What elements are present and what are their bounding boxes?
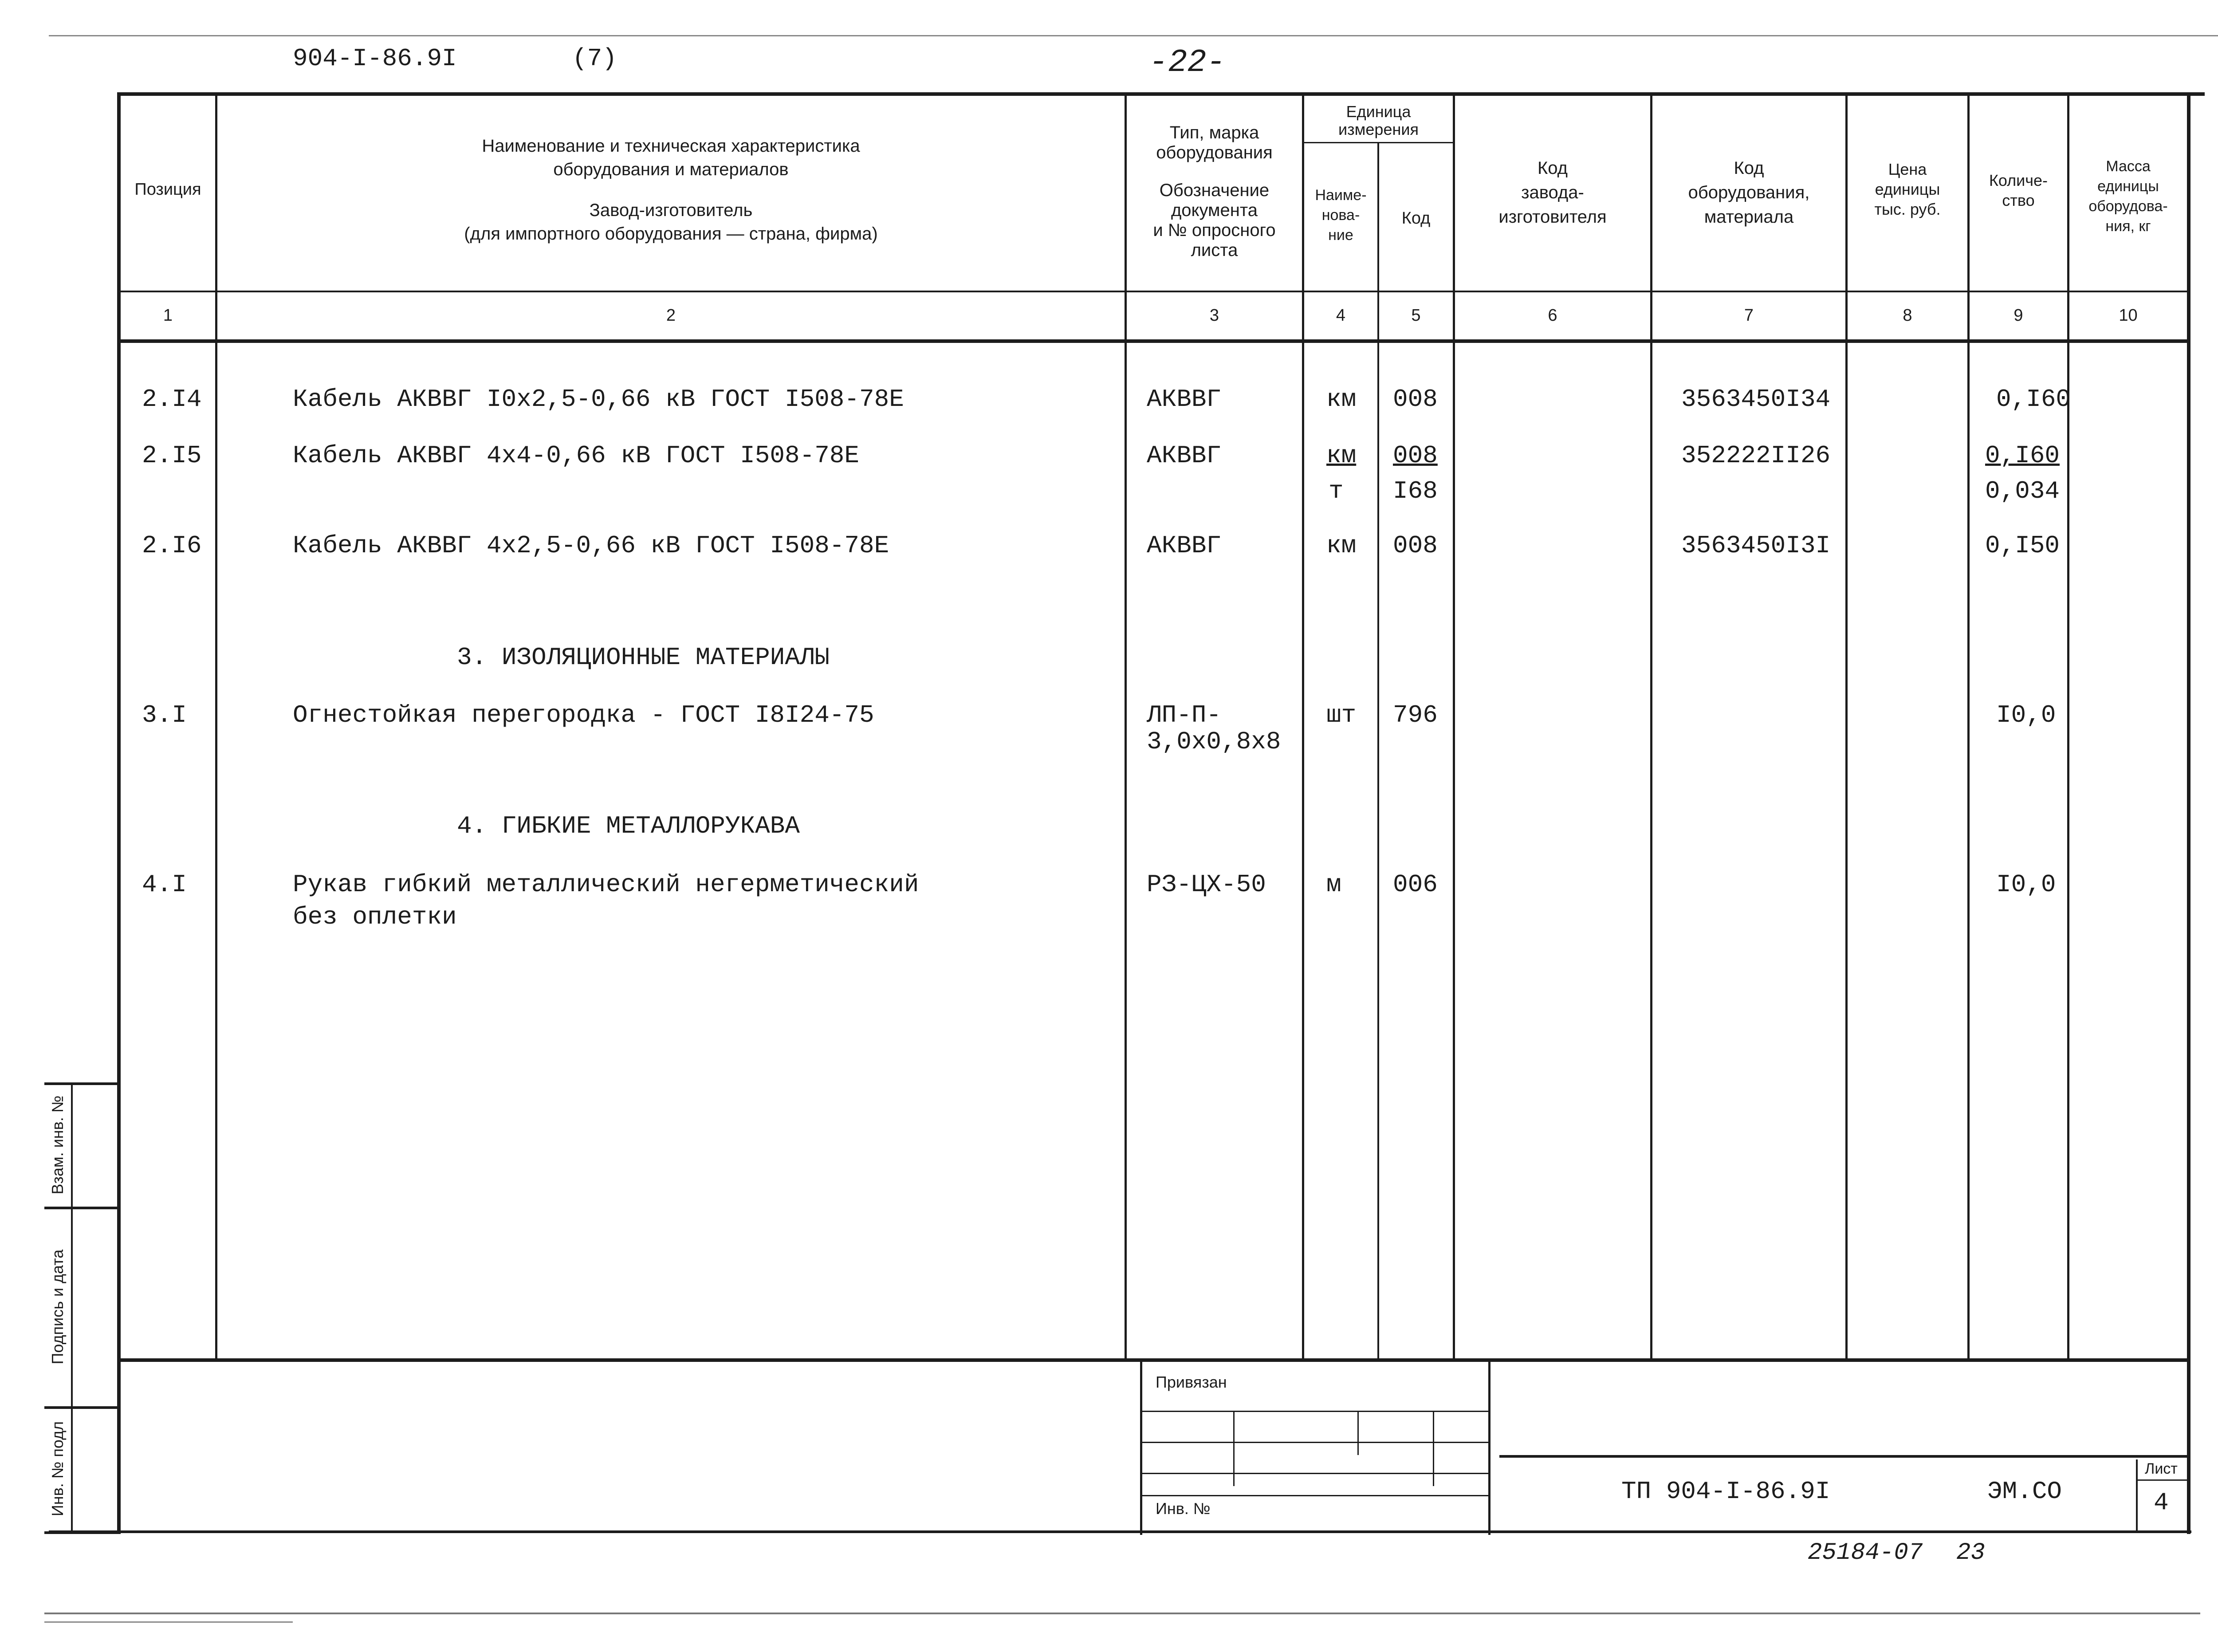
row-name: Рукав гибкий металлический негерметический [293,870,919,899]
row-type: ЛП-П- [1147,701,1222,729]
row-qty: 0,I50 [1985,531,2060,560]
column-number: 1 [163,306,173,325]
stamp-div-2 [1357,1411,1359,1455]
row-equip-code: 3563450I34 [1681,385,1831,413]
header-mass-line4: ния, кг [2105,218,2151,235]
row-qty: 0,I60 [1985,441,2060,470]
column-number: 6 [1548,306,1557,325]
sheet-box-left [2136,1459,2138,1530]
row-unit: км [1326,385,1357,413]
bottom-rule-2 [44,1621,293,1623]
stamp-rule-2 [1142,1442,1488,1443]
header-unit-name-line2: нова- [1321,207,1360,224]
col-line-2 [1125,94,1127,1361]
col-line-5 [1453,94,1455,1361]
sidebar-bottom [44,1531,120,1534]
header-mass-line1: Масса [2106,158,2151,175]
stamp-left [1140,1362,1142,1535]
header-name-line2: оборудования и материалов [553,160,789,179]
header-mass-line3: оборудова- [2088,198,2168,215]
row-type: АКВВГ [1147,531,1222,560]
row-position: 4.I [142,870,187,899]
header-type-line3: Обозначение [1159,181,1270,200]
archive-page: 23 [1956,1539,1985,1566]
frame-right [2187,92,2190,1534]
footer-top-rule [121,1358,2188,1362]
col-line-6 [1650,94,1652,1361]
row-qty-secondary: 0,034 [1985,477,2060,505]
bottom-rule [44,1613,2200,1614]
row-name: Огнестойкая перегородка - ГОСТ I8I24-75 [293,701,874,729]
row-equip-code: 3563450I3I [1681,531,1831,560]
header-type-line2: оборудования [1156,143,1273,162]
header-qty-line1: Количе- [1989,171,2048,189]
header-type-line1: Тип, марка [1169,123,1259,142]
col-line-3 [1302,94,1304,1361]
header-qty-line2: ство [2002,191,2035,209]
header-equip-code-line3: материала [1704,207,1794,227]
header-type-line5: и № опросного [1153,220,1276,240]
header-position: Позиция [134,180,201,199]
row-unit-secondary: т [1329,477,1344,505]
header-mass-line2: единицы [2097,178,2159,195]
column-number: 5 [1411,306,1421,325]
col-line-7 [1845,94,1848,1361]
stamp-rule-1 [1142,1411,1488,1412]
row-qty: I0,0 [1996,870,2056,899]
frame-left [117,92,121,1534]
header-name-line1: Наименование и техническая характеристика [482,136,860,156]
column-number: 8 [1903,306,1912,325]
col-line-8 [1967,94,1970,1361]
row-name: Кабель АКВВГ I0х2,5-0,66 кВ ГОСТ I508-78Е [293,385,904,413]
row-unit-code: 796 [1393,701,1438,729]
header-price-line1: Цена [1888,160,1927,178]
header-unit-line2: измерения [1338,120,1419,138]
header-price-line2: единицы [1875,180,1940,198]
header-plant-code-line1: Код [1537,158,1568,178]
stamp-div-3 [1433,1411,1434,1486]
header-unit-name-line3: ние [1328,227,1353,244]
stamp-div-1 [1233,1411,1235,1486]
header-price-line3: тыс. руб. [1874,200,1941,218]
header-name-line4: (для импортного оборудования — страна, фирма) [464,224,878,244]
sidebar-inv-original: Инв. № подл [48,1421,67,1517]
col-line-1 [215,94,217,1361]
col-line-9 [2067,94,2069,1361]
row-position: 2.I5 [142,441,202,470]
header-name-line3: Завод-изготовитель [589,201,753,220]
row-name: Кабель АКВВГ 4х2,5-0,66 кВ ГОСТ I508-78Е [293,531,889,560]
row-unit-code: 008 [1393,531,1438,560]
row-unit-code: 008 [1393,441,1438,470]
document-number: 904-I-86.9I [293,44,457,73]
header-unit-name-line1: Наиме- [1315,187,1367,204]
doc-code: ТП 904-I-86.9I [1621,1477,1830,1506]
stamp-rule-4 [1142,1495,1488,1496]
sidebar-replace-inv: Взам. инв. № [48,1095,67,1195]
document-part: (7) [572,44,617,73]
frame-bottom [49,1530,2191,1533]
row-name: Кабель АКВВГ 4х4-0,66 кВ ГОСТ I508-78Е [293,441,860,470]
header-bottom [121,339,2188,343]
row-qty: I0,0 [1996,701,2056,729]
header-num-top [121,291,2188,292]
row-unit-code-secondary: I68 [1393,477,1438,505]
frame-top [120,92,2205,96]
row-unit-code: 006 [1393,870,1438,899]
column-number: 3 [1209,306,1219,325]
column-number: 9 [2014,306,2023,325]
row-unit: м [1326,870,1341,899]
sheet-label: Лист [2145,1460,2178,1477]
row-unit: км [1326,531,1357,560]
column-number: 7 [1744,306,1754,325]
row-unit-code: 008 [1393,385,1438,413]
row-type: АКВВГ [1147,385,1222,413]
row-type-secondary: 3,0х0,8х8 [1147,728,1281,756]
header-equip-code-line2: оборудования, [1688,183,1810,202]
sidebar-signature-date: Подпись и дата [48,1249,67,1365]
row-type: РЗ-ЦХ-50 [1147,870,1266,899]
top-rule [49,35,2218,36]
header-type-line4: документа [1171,201,1258,220]
row-unit: шт [1326,701,1357,729]
sheet-box-rule [2136,1479,2189,1481]
stamp-rule-3 [1142,1473,1488,1474]
header-plant-code-line2: завода- [1521,183,1584,202]
row-position: 3.I [142,701,187,729]
sheet-number: 4 [2154,1488,2169,1517]
row-position: 2.I4 [142,385,202,413]
row-equip-code: 352222II26 [1681,441,1831,470]
section-heading: 4. ГИБКИЕ МЕТАЛЛОРУКАВА [457,812,800,840]
sidebar-divider [71,1082,73,1533]
stamp-right [1488,1362,1490,1535]
archive-number: 25184-07 [1808,1539,1923,1566]
doc-mark: ЭМ.СО [1987,1477,2062,1506]
header-unit-code: Код [1401,209,1431,228]
column-number: 2 [666,306,676,325]
header-equip-code-line1: Код [1734,158,1764,178]
unit-group-rule [1304,142,1453,143]
page-number: -22- [1149,44,1226,81]
header-plant-code-line3: изготовителя [1498,207,1607,227]
row-name-secondary: без оплетки [293,903,457,931]
row-qty: 0,I60 [1996,385,2071,413]
header-type-line6: листа [1191,240,1238,260]
title-block-rule [1499,1455,2189,1458]
column-number: 10 [2119,306,2138,325]
header-unit-line1: Единица [1346,102,1411,121]
column-number: 4 [1336,306,1346,325]
row-unit: км [1326,441,1357,470]
linked-label: Привязан [1156,1373,1227,1391]
row-type: АКВВГ [1147,441,1222,470]
inv-number-label: Инв. № [1156,1499,1211,1518]
row-position: 2.I6 [142,531,202,560]
section-heading: 3. ИЗОЛЯЦИОННЫЕ МАТЕРИАЛЫ [457,643,830,672]
